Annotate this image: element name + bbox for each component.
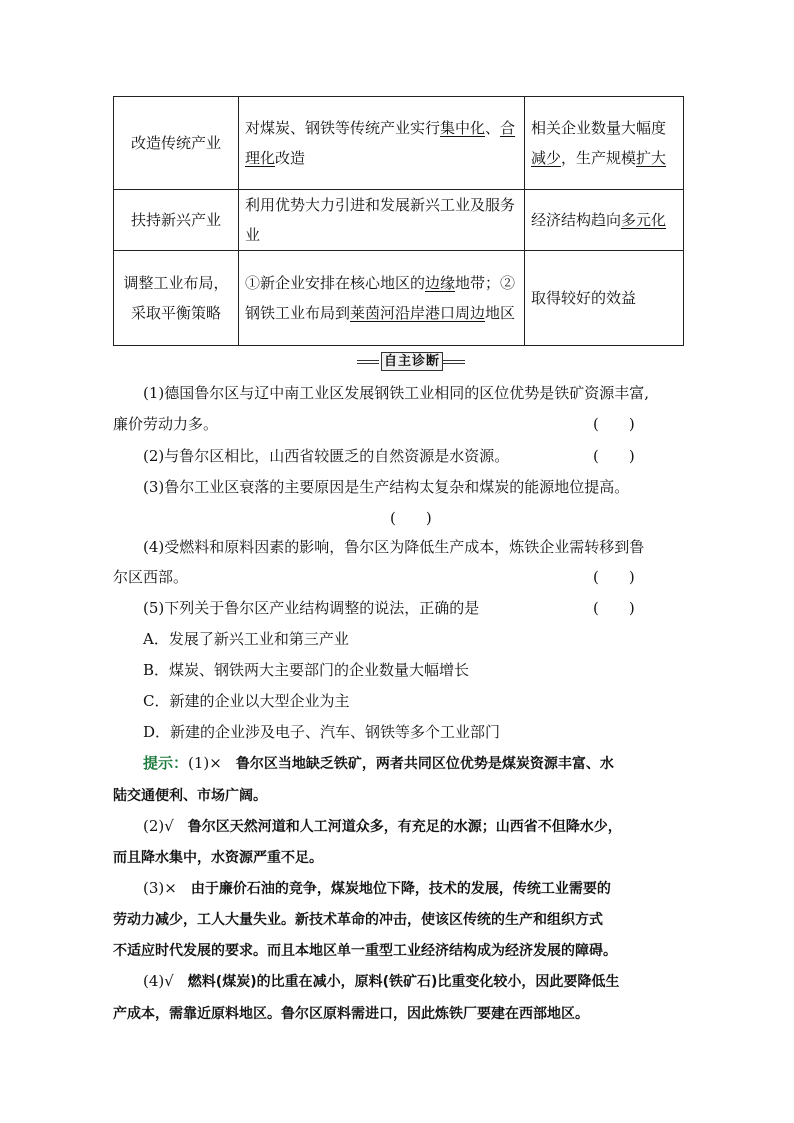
question-1-line-2: 廉价劳动力多。 [113, 415, 219, 433]
section-heading [357, 351, 465, 371]
hint-2-line-1 [143, 816, 685, 837]
answer-paren: ( ) [390, 509, 432, 527]
hint-3-text-cont-2: 不适应时代发展的要求。而且本地区单一重型工业经济结构成为经济发展的障碍。 [113, 943, 617, 959]
underlined-keyword: 多元化 [621, 211, 667, 229]
underlined-keyword: 合理化 [245, 119, 516, 167]
hint-3-mark: (3)× [143, 879, 177, 897]
hint-1-mark: (1)× [188, 754, 222, 772]
option-b: B．煤炭、钢铁两大主要部门的企业数量大幅增长 [143, 661, 470, 679]
measure-cell: 调整工业布局，采取平衡策略 [114, 251, 239, 346]
option-a: A．发展了新兴工业和第三产业 [143, 630, 349, 648]
cell-text: 利用优势大力引进和发展新兴工业及服务业 [245, 196, 516, 244]
hint-1-line-2 [113, 785, 685, 806]
underlined-keyword: 减少 [531, 149, 562, 167]
hint-3-text: 由于廉价石油的竞争，煤炭地位下降，技术的发展，传统工业需要的 [176, 881, 611, 897]
effect-cell [525, 190, 684, 251]
underlined-keyword: 边缘 [425, 274, 456, 292]
answer-paren: ( ) [593, 599, 635, 617]
cell-text: ②钢铁工业布局到 [245, 274, 516, 322]
question-1-line-1: (1)德国鲁尔区与辽中南工业区发展钢铁工业相同的区位优势是铁矿资源丰富, [143, 384, 650, 402]
hint-3-line-2 [113, 909, 685, 930]
hint-3-line-1 [143, 878, 685, 899]
hint-2-mark: (2)√ [143, 817, 174, 835]
measure-cell: 扶持新兴产业 [114, 190, 239, 251]
cell-text: 相关企业数量大幅度 [531, 119, 667, 137]
cell-text: 地带； [455, 274, 501, 292]
effect-cell [525, 251, 684, 346]
question-5: (5)下列关于鲁尔区产业结构调整的说法，正确的是 [143, 599, 480, 617]
hint-1-text-cont: 陆交通便利、市场广阔。 [113, 788, 267, 804]
hint-3-line-3 [113, 940, 685, 961]
measure-cell: 改造传统产业 [114, 97, 239, 190]
cell-text: ①新企业安排在核心地区的 [245, 274, 426, 292]
heading-rule-right [443, 360, 465, 364]
hint-2-text: 鲁尔区天然河道和人工河道众多，有充足的水源；山西省不但降水少， [173, 819, 622, 835]
underlined-keyword: 莱茵河沿岸港口周边 [350, 304, 486, 322]
underlined-keyword: 集中化 [440, 119, 486, 137]
option-d: D．新建的企业涉及电子、汽车、钢铁等多个工业部门 [143, 723, 501, 741]
content-cell [239, 97, 525, 190]
hint-4-text: 燃料(煤炭)的比重在减小，原料(铁矿石)比重变化较小，因此要降低生 [173, 974, 620, 990]
answer-paren: ( ) [593, 415, 635, 433]
cell-text: 改造 [275, 149, 306, 167]
section-title: 自主诊断 [381, 352, 443, 371]
question-4-line-2: 尔区西部。 [113, 568, 189, 586]
hint-4-text-cont: 产成本，需靠近原料地区。鲁尔区原料需进口，因此炼铁厂要建在西部地区。 [113, 1006, 589, 1022]
cell-text: 取得较好的效益 [531, 289, 637, 307]
hint-1-text: 鲁尔区当地缺乏铁矿，两者共同区位优势是煤炭资源丰富、水 [221, 756, 614, 772]
table-row [114, 97, 684, 190]
content-cell [239, 190, 525, 251]
cell-text: 、 [485, 119, 501, 137]
question-3: (3)鲁尔工业区衰落的主要原因是生产结构太复杂和煤炭的能源地位提高。 [143, 478, 630, 496]
answer-paren: ( ) [593, 568, 635, 586]
hint-2-text-cont: 而且降水集中，水资源严重不足。 [113, 850, 323, 866]
hint-1-line-1 [143, 753, 685, 774]
hint-3-text-cont: 劳动力减少，工人大量失业。新技术革命的冲击，使该区传统的生产和组织方式 [113, 912, 603, 928]
content-cell [239, 251, 525, 346]
option-c: C．新建的企业以大型企业为主 [143, 692, 350, 710]
cell-text: 对煤炭、钢铁等传统产业实行 [245, 119, 441, 137]
answer-paren: ( ) [593, 447, 635, 465]
hint-label: 提示： [143, 754, 189, 772]
hint-4-mark: (4)√ [143, 972, 174, 990]
hint-2-line-2 [113, 847, 685, 868]
heading-rule-left [357, 360, 379, 364]
hint-4-line-2 [113, 1003, 685, 1024]
table-row [114, 251, 684, 346]
hint-4-line-1 [143, 971, 685, 992]
table-row [114, 190, 684, 251]
cell-text: ，生产规模 [561, 149, 637, 167]
question-2: (2)与鲁尔区相比，山西省较匮乏的自然资源是水资源。 [143, 447, 510, 465]
cell-text: 经济结构趋向 [531, 211, 622, 229]
industry-measures-table [113, 96, 684, 346]
effect-cell [525, 97, 684, 190]
question-4-line-1: (4)受燃料和原料因素的影响，鲁尔区为降低生产成本，炼铁企业需转移到鲁 [143, 538, 645, 556]
cell-text: 地区 [485, 304, 516, 322]
underlined-keyword: 扩大 [636, 149, 667, 167]
